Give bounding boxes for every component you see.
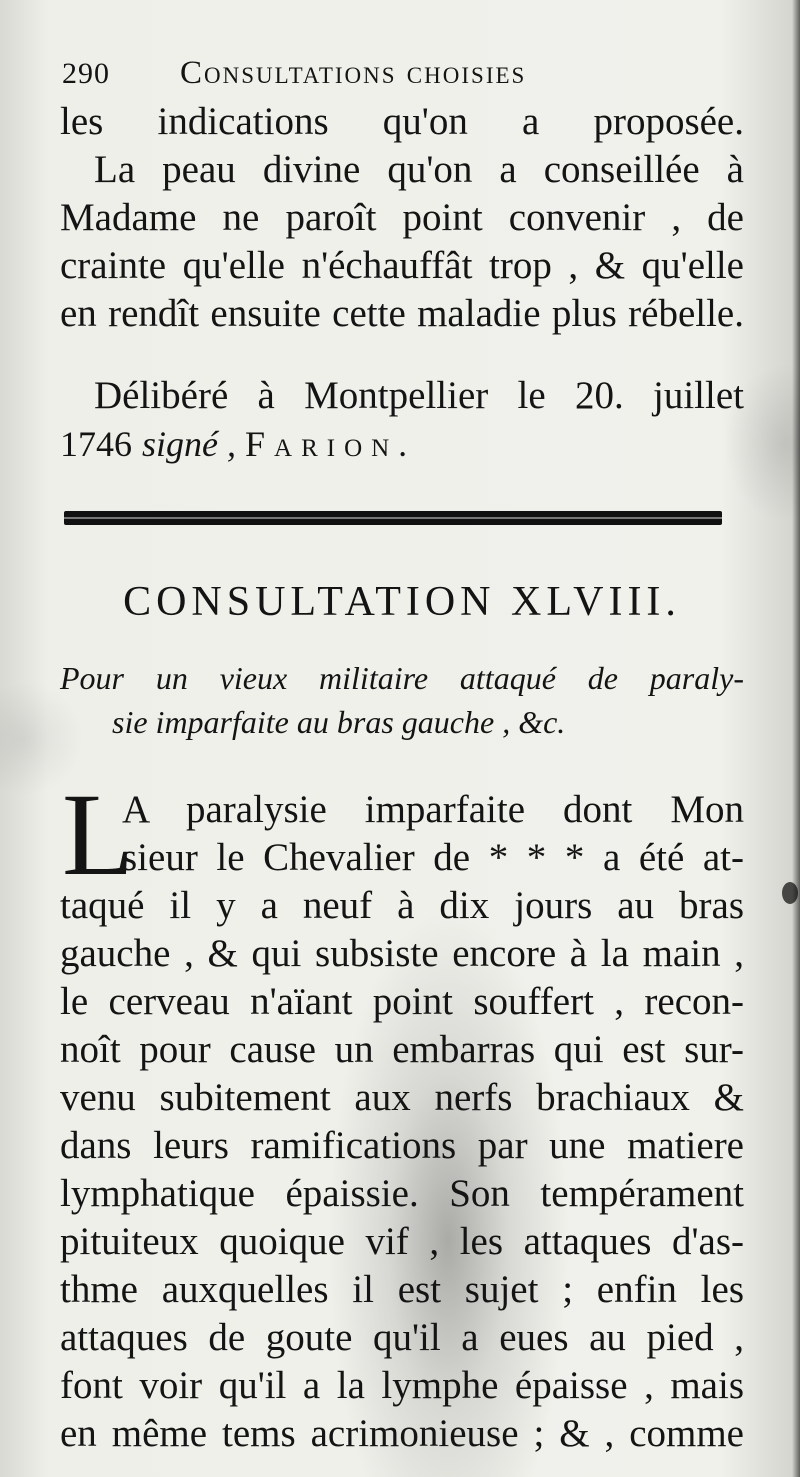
text-line: Madame ne paroît point convenir , de bbox=[60, 196, 744, 239]
signature-name: Farion. bbox=[245, 424, 417, 464]
consultation-title: CONSULTATION XLVIII. bbox=[123, 579, 681, 625]
drop-cap: L bbox=[62, 769, 135, 900]
body-line: en même tems acrimonieuse ; & , comme bbox=[60, 1412, 744, 1455]
body-line: A paralysie imparfaite dont Mon bbox=[122, 788, 744, 831]
signature-line bbox=[60, 420, 480, 468]
body-line: dans leurs ramifications par une matiere bbox=[60, 1124, 744, 1167]
signature-signe: signé , bbox=[142, 424, 236, 464]
section-divider bbox=[64, 511, 722, 525]
body-line: attaques de goute qu'il a eues au pied , bbox=[60, 1316, 744, 1359]
text-line: crainte qu'elle n'échauffât trop , & qu'elle bbox=[60, 244, 744, 287]
page-header bbox=[62, 50, 742, 96]
body-line: gauche , & qui subsiste encore à la main , bbox=[60, 932, 744, 975]
page-edge-shadow bbox=[792, 0, 800, 1477]
text-line: en rendît ensuite cette maladie plus rébelle. bbox=[60, 292, 744, 335]
page-number: 290 bbox=[62, 57, 110, 90]
body-line: noît pour cause un embarras qui est sur- bbox=[60, 1028, 744, 1071]
body-line: font voir qu'il a la lymphe épaisse , mais bbox=[60, 1364, 744, 1407]
running-title: Consultations choisies bbox=[180, 55, 527, 91]
consultation-subtitle-line: Pour un vieux militaire attaqué de paraly- bbox=[60, 660, 744, 696]
consultation-subtitle-line: sie imparfaite au bras gauche , &c. bbox=[112, 704, 566, 740]
body-line: pituiteux quoique vif , les attaques d'as- bbox=[60, 1220, 744, 1263]
body-line: lymphatique épaissie. Son tempérament bbox=[60, 1172, 744, 1215]
text-line: La peau divine qu'on a conseillée à bbox=[94, 148, 744, 191]
body-line: sieur le Chevalier de * * * a été at- bbox=[122, 836, 744, 879]
signature-year: 1746 bbox=[60, 424, 132, 464]
body-line: thme auxquelles il est sujet ; enfin les bbox=[60, 1268, 744, 1311]
body-line: le cerveau n'aïant point souffert , recon- bbox=[60, 980, 744, 1023]
text-line: les indications qu'on a proposée. bbox=[60, 100, 744, 143]
deliberation-line: Délibéré à Montpellier le 20. juillet bbox=[94, 374, 744, 417]
body-line: taqué il y a neuf à dix jours au bras bbox=[60, 884, 744, 927]
body-line: venu subitement aux nerfs brachiaux & bbox=[60, 1076, 744, 1119]
